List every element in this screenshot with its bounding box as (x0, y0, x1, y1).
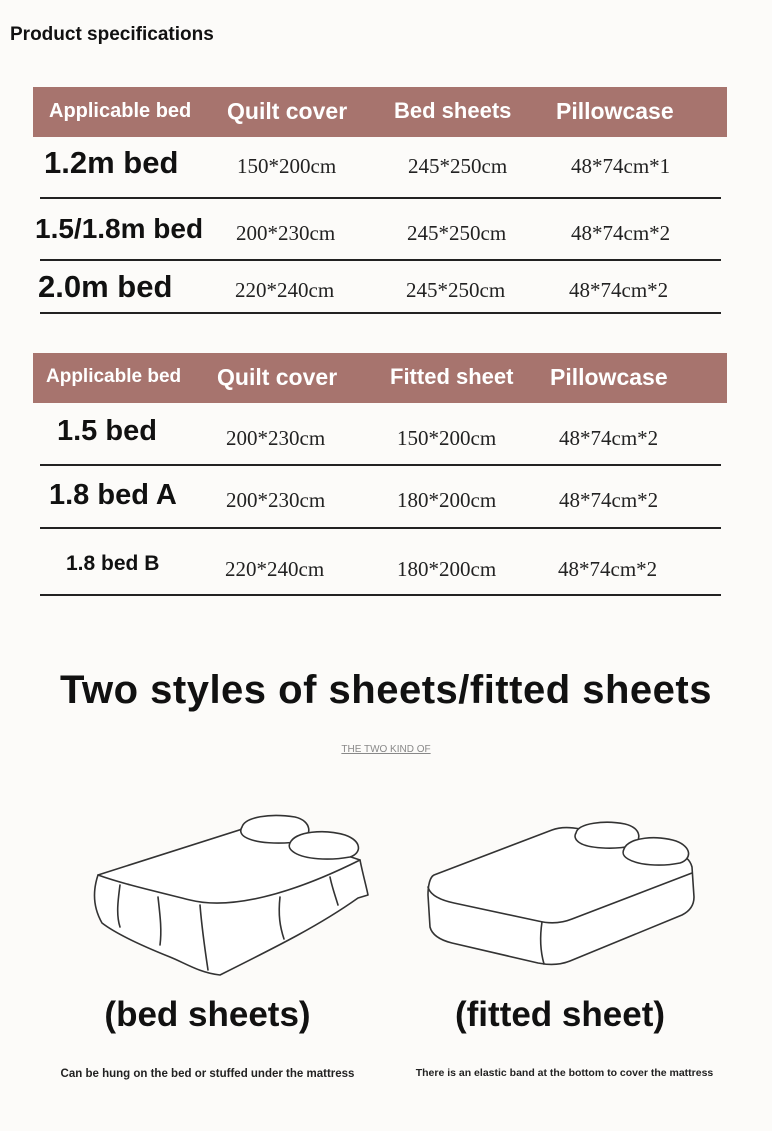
table-row (40, 261, 721, 314)
pillow-size: 48*74cm*2 (559, 488, 659, 512)
table-header (33, 353, 727, 403)
kind-label: THE TWO KIND OF (341, 744, 431, 755)
bed-size: 1.8 bed B (66, 552, 160, 575)
sheet-size: 180*200cm (397, 557, 497, 581)
style-desc-fitted-sheet: There is an elastic band at the bottom to cover the mattress (415, 1067, 714, 1079)
header-pillowcase: Pillowcase (550, 364, 668, 390)
bed-size: 1.5/1.8m bed (35, 213, 204, 244)
header-pillowcase: Pillowcase (556, 98, 674, 124)
pillow-size: 48*74cm*2 (558, 557, 658, 581)
header-applicable-bed: Applicable bed (49, 100, 192, 122)
table-row (40, 403, 721, 466)
header-quilt-cover: Quilt cover (217, 364, 338, 390)
header-applicable-bed: Applicable bed (46, 366, 182, 387)
spec-table-bed-sheets (33, 87, 727, 314)
table-row (35, 199, 721, 261)
section-heading: Two styles of sheets/fitted sheets (60, 668, 712, 712)
page-title: Product specifications (10, 24, 214, 45)
pillow-size: 48*74cm*2 (559, 426, 659, 450)
sheet-size: 245*250cm (407, 221, 507, 245)
pillow-size: 48*74cm*1 (571, 154, 671, 178)
style-desc-bed-sheets: Can be hung on the bed or stuffed under the mattress (60, 1068, 355, 1080)
quilt-size: 200*230cm (226, 426, 326, 450)
sheet-size: 245*250cm (408, 154, 508, 178)
table-row (40, 529, 721, 596)
bed-size: 2.0m bed (38, 269, 173, 304)
pillow-size: 48*74cm*2 (569, 278, 669, 302)
table-header (33, 87, 727, 137)
quilt-size: 200*230cm (236, 221, 336, 245)
quilt-size: 150*200cm (237, 154, 337, 178)
style-name-bed-sheets: (bed sheets) (104, 995, 311, 1034)
table-row (40, 137, 721, 199)
quilt-size: 220*240cm (235, 278, 335, 302)
header-quilt-cover: Quilt cover (227, 98, 348, 124)
bed-size: 1.2m bed (44, 145, 179, 180)
header-bed-sheets: Bed sheets (394, 98, 512, 123)
quilt-size: 200*230cm (226, 488, 326, 512)
bed-size: 1.5 bed (57, 415, 157, 447)
quilt-size: 220*240cm (225, 557, 325, 581)
header-fitted-sheet: Fitted sheet (390, 364, 514, 389)
sheet-size: 245*250cm (406, 278, 506, 302)
flat-bed-sheet-icon (80, 805, 380, 990)
pillow-size: 48*74cm*2 (571, 221, 671, 245)
style-name-fitted-sheet: (fitted sheet) (455, 995, 665, 1034)
bed-size: 1.8 bed A (49, 479, 177, 511)
fitted-sheet-icon (420, 815, 700, 970)
sheet-size: 180*200cm (397, 488, 497, 512)
sheet-size: 150*200cm (397, 426, 497, 450)
spec-table-fitted-sheet (33, 353, 727, 596)
table-row (40, 466, 721, 529)
